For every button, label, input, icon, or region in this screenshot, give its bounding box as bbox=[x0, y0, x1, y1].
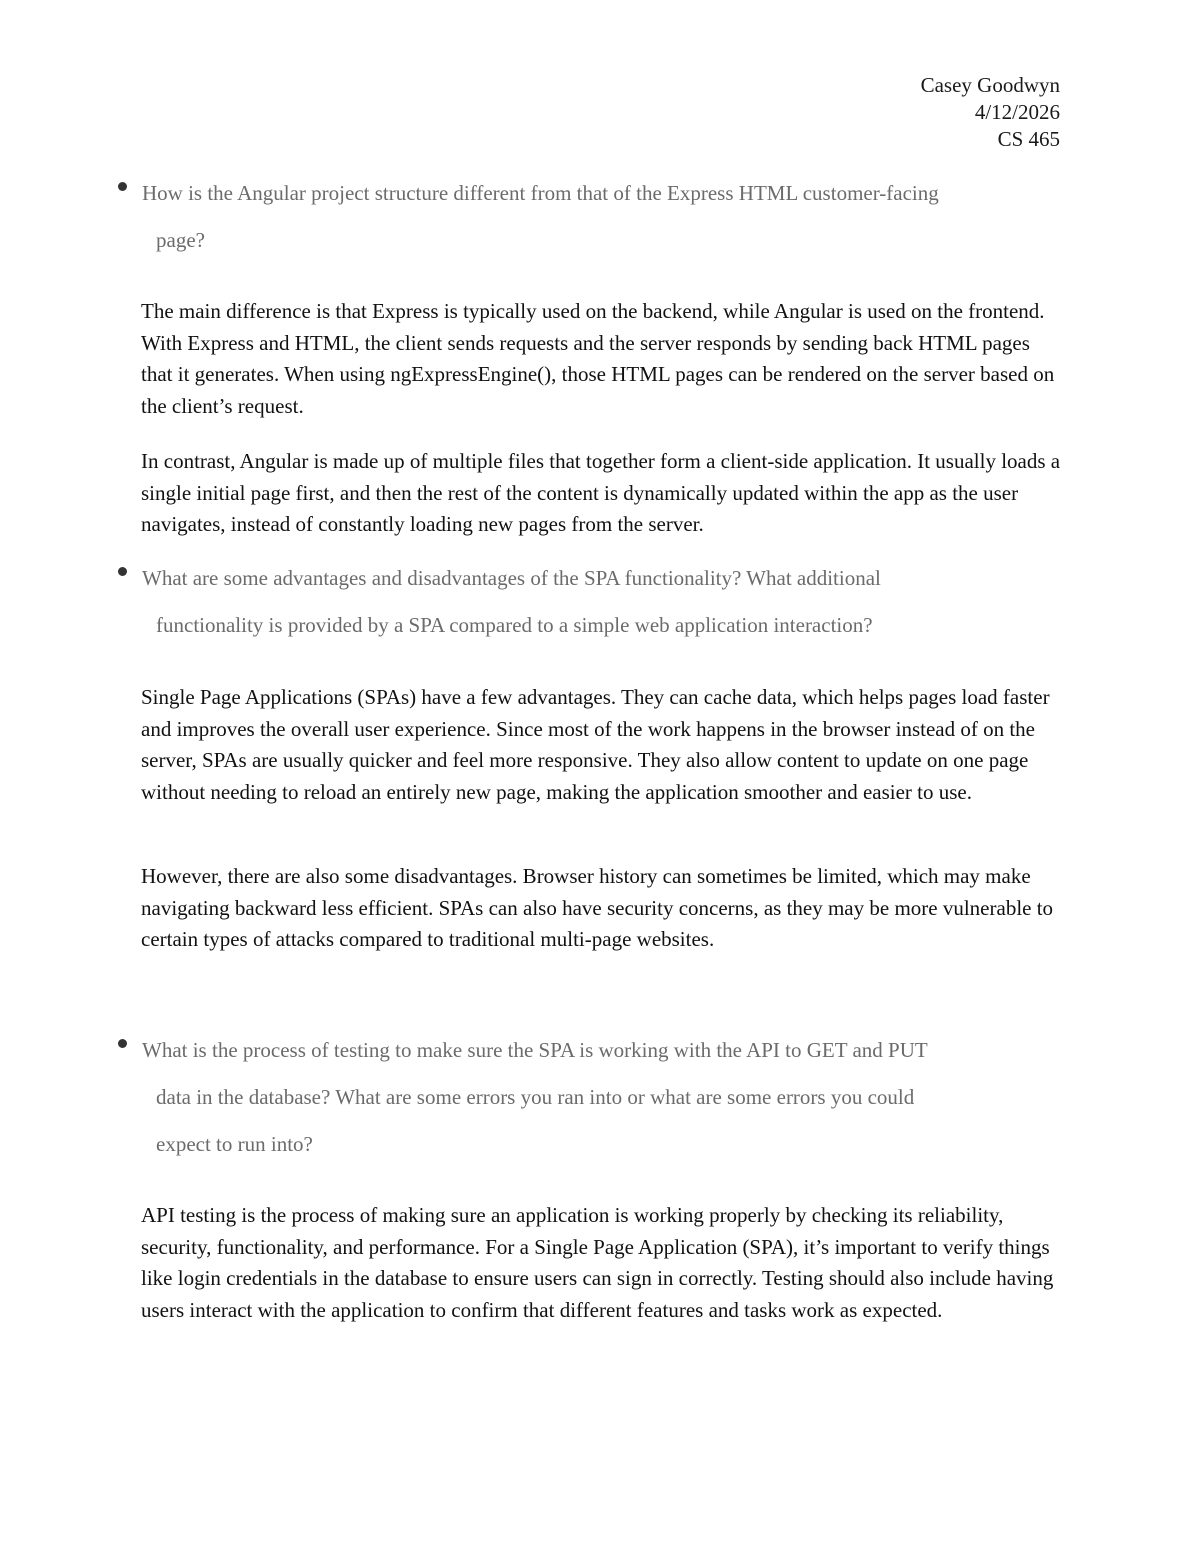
answer-paragraph: However, there are also some disadvantages. Browser history can sometimes be limited, which may make navigating backward less efficient. SPAs can also have security concerns, as they may be more vulnerable to certain types of attacks compared to traditional multi-page websites. bbox=[141, 864, 1054, 951]
course-code: CS 465 bbox=[997, 127, 1060, 151]
question-line: How is the Angular project structure different from that of the Express HTML customer-facing bbox=[142, 181, 939, 205]
question-line: functionality is provided by a SPA compared to a simple web application interaction? bbox=[156, 613, 873, 637]
author-header bbox=[921, 72, 1060, 153]
question-line: expect to run into? bbox=[156, 1132, 313, 1156]
question-line: data in the database? What are some errors you ran into or what are some errors you could bbox=[156, 1085, 915, 1109]
answer-paragraph: Single Page Applications (SPAs) have a few advantages. They can cache data, which helps pages load faster and improves the overall user experience. Since most of the work happens in the browser instead of on the server, SPAs are usually quicker and feel more responsive. They also allow content to update on one page without needing to reload an entirely new page, making the application smoother and easier to use. bbox=[141, 685, 1050, 804]
author-name: Casey Goodwyn bbox=[920, 73, 1060, 97]
question-3 bbox=[118, 1027, 1058, 1168]
bullet-icon bbox=[118, 567, 127, 576]
answer-paragraph: In contrast, Angular is made up of multiple files that together form a client-side application. It usually loads a single initial page first, and then the rest of the content is dynamically updated within the app as the user navigates, instead of constantly loading new pages from the server. bbox=[141, 449, 1061, 536]
question-2 bbox=[118, 555, 1058, 649]
answer-paragraph: API testing is the process of making sure an application is working properly by checking its reliability, security, functionality, and performance. For a Single Page Application (SPA), it’s important to verify things like login credentials in the database to ensure users can sign in correctly. Testing should also include having users interact with the application to confirm that different features and tasks work as expected. bbox=[141, 1203, 1054, 1322]
bullet-icon bbox=[118, 182, 127, 191]
question-line: page? bbox=[156, 228, 205, 252]
assignment-date: 4/12/2026 bbox=[974, 100, 1060, 124]
question-line: What is the process of testing to make sure the SPA is working with the API to GET and PUT bbox=[142, 1038, 928, 1062]
question-line: What are some advantages and disadvantages of the SPA functionality? What additional bbox=[142, 566, 881, 590]
bullet-icon bbox=[118, 1039, 127, 1048]
question-1 bbox=[118, 170, 1058, 264]
answer-paragraph: The main difference is that Express is typically used on the backend, while Angular is used on the frontend. With Express and HTML, the client sends requests and the server responds by sending back HTML pages that it generates. When using ngExpressEngine(), those HTML pages can be rendered on the server based on the client’s request. bbox=[141, 299, 1055, 418]
